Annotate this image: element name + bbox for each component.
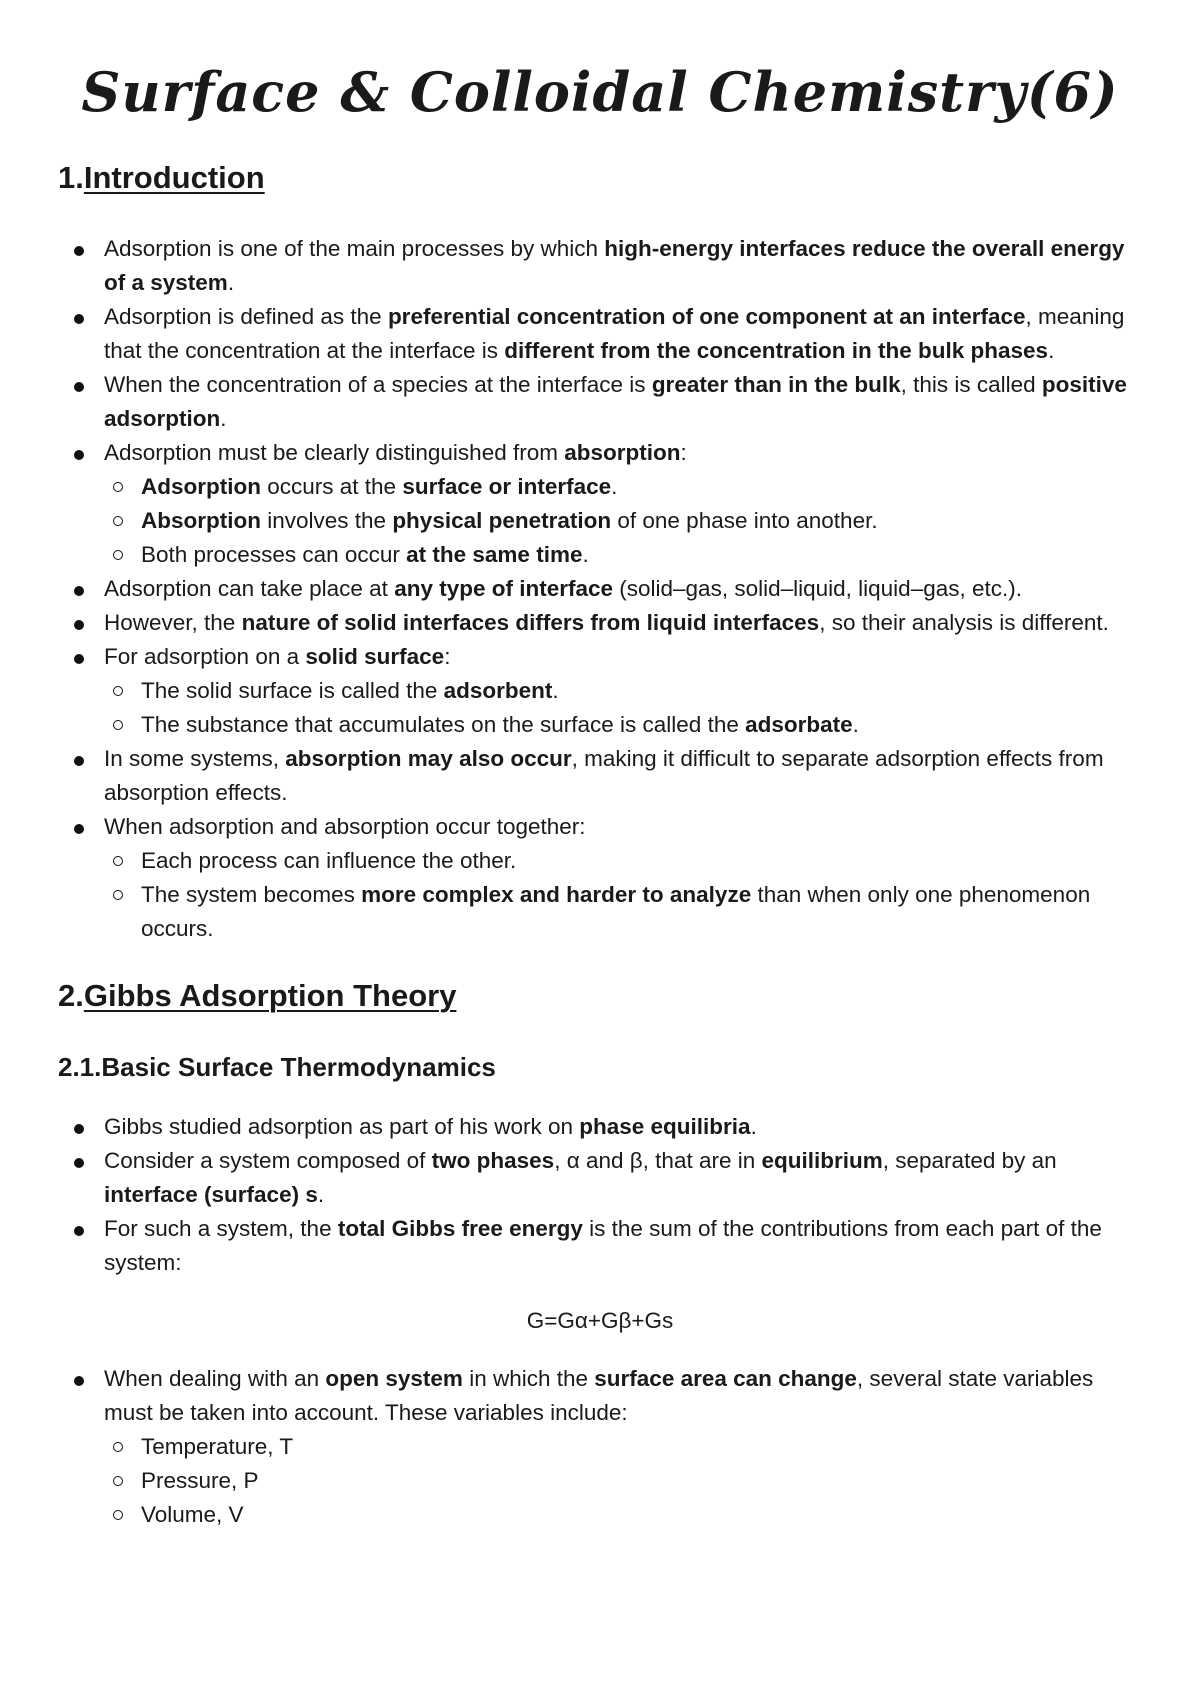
section-title: Gibbs Adsorption Theory	[83, 978, 457, 1013]
section-heading-gibbs	[58, 976, 1142, 1016]
text-segment: of one phase into another.	[611, 508, 878, 533]
section-number: 1.	[58, 160, 84, 195]
text-segment: Adsorption can take place at	[104, 576, 395, 601]
sub-bullet-item	[104, 1498, 1142, 1532]
text-segment: .	[1048, 338, 1055, 363]
bullet-item	[58, 1212, 1142, 1280]
text-segment: When dealing with an	[104, 1366, 326, 1391]
introduction-bullet-list	[58, 232, 1142, 946]
text-segment: :	[444, 644, 451, 669]
bold-text: any type of interface	[394, 576, 614, 601]
section-heading-introduction	[58, 158, 1142, 198]
bullet-item	[58, 368, 1142, 436]
text-segment: .	[220, 406, 227, 431]
text-segment: , this is called	[900, 372, 1042, 397]
text-segment: When adsorption and absorption occur together:	[104, 814, 586, 839]
bold-text: different from the concentration in the bulk phases	[504, 338, 1049, 363]
bold-text: absorption	[564, 440, 681, 465]
page-title: Surface & Colloidal Chemistry(6)	[81, 60, 1119, 124]
text-segment: in which the	[462, 1366, 595, 1391]
gibbs-equation: G=Gα+Gβ+Gs	[526, 1308, 674, 1333]
text-segment: Adsorption is one of the main processes by which	[104, 236, 605, 261]
text-segment: The solid surface is called the	[141, 678, 444, 703]
text-segment: Pressure, P	[141, 1468, 259, 1493]
text-segment: :	[680, 440, 687, 465]
text-segment: , making it difficult to separate adsorption effects from absorption effects.	[104, 746, 1104, 805]
text-segment: , so their analysis is different.	[819, 610, 1109, 635]
bullet-item	[58, 1144, 1142, 1212]
sub-bullet-item	[104, 470, 1142, 504]
bold-text: at the same time	[406, 542, 583, 567]
bold-text: Absorption	[141, 508, 261, 533]
bold-text: nature of solid interfaces differs from liquid interfaces	[241, 610, 820, 635]
text-segment: Consider a system composed of	[104, 1148, 432, 1173]
sub-bullet-item	[104, 1430, 1142, 1464]
bullet-item	[58, 1110, 1142, 1144]
bold-text: physical penetration	[392, 508, 612, 533]
bullet-item	[58, 742, 1142, 810]
bold-text: phase equilibria	[579, 1114, 751, 1139]
bold-text: positive adsorption	[104, 372, 1127, 431]
bullet-item	[58, 606, 1142, 640]
sub-bullet-item	[104, 1464, 1142, 1498]
bold-text: adsorbent	[443, 678, 553, 703]
text-segment: is the sum of the contributions from each part of the system:	[104, 1216, 1102, 1275]
bullet-item	[58, 436, 1142, 572]
section-number: 2.	[58, 978, 84, 1013]
bold-text: preferential concentration of one component at an interface	[387, 304, 1026, 329]
bullet-item	[58, 640, 1142, 742]
text-segment: than when only one phenomenon occurs.	[141, 882, 1091, 941]
text-segment: Gibbs studied adsorption as part of his work on	[104, 1114, 580, 1139]
bold-text: greater than in the bulk	[651, 372, 901, 397]
subsection-heading: 2.1.Basic Surface Thermodynamics	[58, 1052, 496, 1082]
sub-bullet-list	[104, 1430, 1142, 1532]
gibbs-bullet-list-a	[58, 1110, 1142, 1280]
text-segment: involves the	[260, 508, 393, 533]
text-segment: In some systems,	[104, 746, 286, 771]
sub-bullet-list	[104, 674, 1142, 742]
text-segment: When the concentration of a species at the interface is	[104, 372, 652, 397]
text-segment: .	[611, 474, 618, 499]
bullet-item	[58, 1362, 1142, 1532]
text-segment: Adsorption must be clearly distinguished from	[104, 440, 565, 465]
bullet-item	[58, 232, 1142, 300]
bold-text: interface (surface) s	[104, 1182, 318, 1207]
sub-bullet-list	[104, 470, 1142, 572]
sub-bullet-item	[104, 878, 1142, 946]
bold-text: open system	[325, 1366, 463, 1391]
sub-bullet-item	[104, 844, 1142, 878]
text-segment: occurs at the	[260, 474, 403, 499]
text-segment: However, the	[104, 610, 242, 635]
bold-text: surface area can change	[594, 1366, 857, 1391]
sub-bullet-item	[104, 504, 1142, 538]
sub-bullet-list	[104, 844, 1142, 946]
text-segment: Temperature, T	[141, 1434, 294, 1459]
bold-text: two phases	[431, 1148, 555, 1173]
bold-text: total Gibbs free energy	[337, 1216, 583, 1241]
text-segment: , meaning that the concentration at the interface is	[104, 304, 1125, 363]
text-segment: (solid–gas, solid–liquid, liquid–gas, etc.).	[613, 576, 1022, 601]
text-segment: , several state variables must be taken into account. These variables include:	[104, 1366, 1094, 1425]
text-segment: , separated by an	[882, 1148, 1057, 1173]
bold-text: high-energy interfaces reduce the overall energy of a system	[104, 236, 1125, 295]
bold-text: solid surface	[305, 644, 445, 669]
bullet-item	[58, 572, 1142, 606]
text-segment: The system becomes	[141, 882, 362, 907]
bold-text: adsorbate	[745, 712, 853, 737]
gibbs-bullet-list-b	[58, 1362, 1142, 1532]
text-segment: .	[750, 1114, 757, 1139]
text-segment: .	[552, 678, 559, 703]
text-segment: For such a system, the	[104, 1216, 338, 1241]
text-segment: .	[317, 1182, 325, 1207]
text-segment: Adsorption is defined as the	[104, 304, 388, 329]
bullet-item	[58, 300, 1142, 368]
text-segment: The substance that accumulates on the surface is called the	[141, 712, 746, 737]
text-segment: For adsorption on a	[104, 644, 306, 669]
text-segment: .	[227, 270, 235, 295]
bold-text: surface or interface	[402, 474, 612, 499]
sub-bullet-item	[104, 538, 1142, 572]
text-segment: .	[582, 542, 589, 567]
bold-text: more complex and harder to analyze	[361, 882, 752, 907]
text-segment: Each process can influence the other.	[141, 848, 517, 873]
bold-text: absorption may also occur	[285, 746, 572, 771]
sub-bullet-item	[104, 708, 1142, 742]
bold-text: equilibrium	[761, 1148, 883, 1173]
bullet-item	[58, 810, 1142, 946]
sub-bullet-item	[104, 674, 1142, 708]
text-segment: , α and β, that are in	[554, 1148, 762, 1173]
section-title: Introduction	[83, 160, 265, 195]
bold-text: Adsorption	[141, 474, 261, 499]
text-segment: Both processes can occur	[141, 542, 407, 567]
text-segment: Volume, V	[141, 1502, 244, 1527]
text-segment: .	[852, 712, 859, 737]
